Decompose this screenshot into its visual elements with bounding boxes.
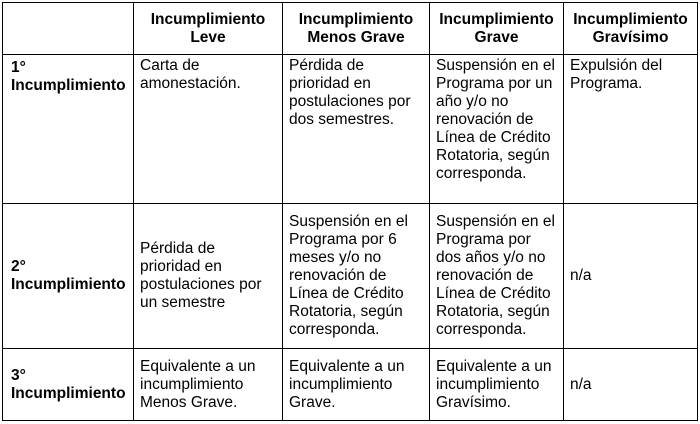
cell-3-grave: Equivalente a un incumplimiento Gravísimo. (430, 349, 564, 421)
cell-2-grave: Suspensión en el Programa por dos años y/o no renovación de Línea de Crédito Rotatoria, según corresponda. (430, 204, 564, 349)
cell-2-leve: Pérdida de prioridad en postulaciones por un semestre (134, 204, 283, 349)
column-header-leve: Incumplimiento Leve (134, 3, 283, 55)
row-header-3: 3° Incumplimiento (3, 349, 134, 421)
row-header-2: 2° Incumplimiento (3, 204, 134, 349)
cell-1-grave: Suspensión en el Programa por un año y/o no renovación de Línea de Crédito Rotatoria, según corresponda. (430, 55, 564, 204)
cell-1-gravisimo: Expulsión del Programa. (564, 55, 698, 204)
column-header-grave: Incumplimiento Grave (430, 3, 564, 55)
cell-3-menos-grave: Equivalente a un incumplimiento Grave. (283, 349, 430, 421)
sanctions-table (2, 2, 698, 421)
row-header-1: 1° Incumplimiento (3, 55, 134, 204)
header-row (3, 3, 698, 55)
cell-2-menos-grave: Suspensión en el Programa por 6 meses y/o no renovación de Línea de Crédito Rotatoria, según corresponda. (283, 204, 430, 349)
cell-2-gravisimo: n/a (564, 204, 698, 349)
table-row (3, 204, 698, 349)
cell-1-menos-grave: Pérdida de prioridad en postulaciones por dos semestres. (283, 55, 430, 204)
cell-3-gravisimo: n/a (564, 349, 698, 421)
cell-3-leve: Equivalente a un incumplimiento Menos Grave. (134, 349, 283, 421)
column-header-gravisimo: Incumplimiento Gravísimo (564, 3, 698, 55)
table-row (3, 55, 698, 204)
cell-1-leve: Carta de amonestación. (134, 55, 283, 204)
table-row (3, 349, 698, 421)
column-header-menos-grave: Incumplimiento Menos Grave (283, 3, 430, 55)
header-corner-cell (3, 3, 134, 55)
